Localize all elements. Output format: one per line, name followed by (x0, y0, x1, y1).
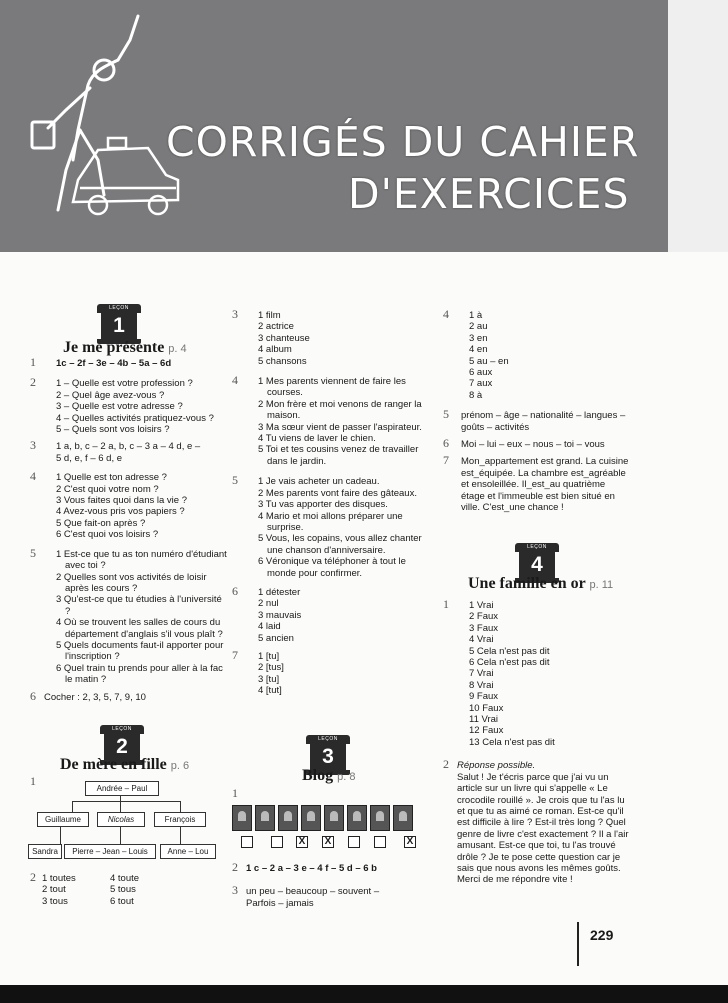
lesson-3-exercise-1-number: 1 (232, 786, 238, 800)
photo-thumbnail (347, 805, 367, 831)
page-number: 229 (590, 927, 614, 943)
exercise-4-item: 1 Quelle est ton adresse ? (56, 472, 167, 484)
lesson-3-exercises: 2 1 c – 2 a – 3 e – 4 f – 5 d – 6 b 3 un peu – beaucoup – souvent – Parfois – jamais (232, 860, 380, 909)
lesson-2-exercise-1-number: 1 (30, 774, 36, 788)
column-1: 1 1c – 2f – 3e – 4b – 5a – 6d 2 1 – Quelle est votre profession ? 2 – Quel âge avez-vous ? 3 – Quelle est votre adresse ? 4 – Quelles activités pratiquez-vous ? 5 – Quels sont vos loisirs ? 3 1 a, b, c – 2 a, b, c – 3 a – 4 d, e – 5 d, e, f – 6 d, e 4 1 Quelle est ton adresse ? 2 C'est quoi votre nom ? 3 Vous faites quoi dans la vie ? 4 Avez-vous pris vos papiers ? 5 Que fait-on après ? 6 C'est quoi vos loisirs ? 5 1 Est-ce que tu as ton numéro d'étudiant avec toi ? 2 Quelles sont vos activités de loisir après les cours ? 3 Qu'est-ce que tu étudies à l'université ? 4 Où se trouvent les salles de cours du département d'anglais s'il vous plaît ? 5 Quels documents faut-il apporter pour l'inscription ? 6 Quel train tu prends pour aller à la fac le matin ? 6 Cocher : 2, 3, 5, 7, 9, 10 (30, 358, 230, 703)
tree-pierre-jean-louis: Pierre – Jean – Louis (64, 844, 156, 859)
exercise-5-item: 2 Quelles sont vos activités de loisir après les cours ? (56, 571, 207, 594)
lesson-3-title: Blog p. 8 (302, 767, 356, 784)
column-3: 4 1 à 2 au 3 en 4 en 5 au – en 6 aux 7 aux 8 à 5 prénom – âge – nationalité – langues – goûts – activités 6 Moi – lui – eux – nous – toi – vous 7 Mon_appartement est grand. La cuisine est_équipée. La chambre est_agréable et ensoleillée. Il_est_au quatrième étage et l'immeuble est bien situé en ville. C'est_une chance ! (443, 307, 629, 514)
lesson-2-badge: LEÇON 2 (100, 725, 144, 765)
tree-anne-lou: Anne – Lou (160, 844, 216, 859)
exercise-2-item: 2 – Quel âge avez-vous ? (56, 389, 165, 401)
checkbox: X (296, 836, 308, 848)
exercise-4-item: 4 Avez-vous pris vos papiers ? (56, 506, 185, 518)
checkbox: X (404, 836, 416, 848)
exercise-3-line: 1 a, b, c – 2 a, b, c – 3 a – 4 d, e – (56, 441, 201, 453)
lesson-1-title: Je me présente p. 4 (63, 339, 187, 356)
exercise-4-item: 3 Vous faites quoi dans la vie ? (56, 495, 187, 507)
exercise-5-item: 3 Qu'est-ce que tu étudies à l'université ? (56, 594, 222, 617)
exercise-2-item: 4 – Quelles activités pratiquez-vous ? (56, 412, 214, 424)
exercise-1-answer: 1c – 2f – 3e – 4b – 5a – 6d (56, 358, 172, 369)
exercise-5-item: 6 Quel train tu prends pour aller à la fac le matin ? (56, 662, 223, 686)
exercise-4-item: 6 C'est quoi vos loisirs ? (56, 529, 159, 541)
tree-guillaume: Guillaume (37, 812, 89, 827)
photo-thumbnail (370, 805, 390, 831)
lesson-2-title: De mère en fille p. 6 (60, 756, 190, 773)
exercise-4-item: 2 C'est quoi votre nom ? (56, 483, 159, 495)
checkbox (271, 836, 283, 848)
page-title-line2: D'EXERCICES (348, 170, 630, 218)
exercise-6-answer: Cocher : 2, 3, 5, 7, 9, 10 (44, 691, 146, 703)
scan-edge (0, 985, 728, 1003)
exercise-2-item: 3 – Quelle est votre adresse ? (56, 401, 183, 413)
photo-thumbnail (324, 805, 344, 831)
lesson-3-badge: LEÇON 3 (306, 735, 350, 775)
exercise-5-item: 5 Quels documents faut-il apporter pour l'inscription ? (56, 639, 224, 663)
lesson-4-badge: LEÇON 4 (515, 543, 559, 583)
tree-francois: François (154, 812, 206, 827)
exercise-2-item: 5 – Quels sont vos loisirs ? (56, 424, 170, 436)
photo-thumbnail (301, 805, 321, 831)
checkbox (241, 836, 253, 848)
exercise-5-item: 4 Où se trouvent les salles de cours du département d'anglais s'il vous plaît ? (56, 617, 223, 640)
photo-thumbnail (232, 805, 252, 831)
column-2: 3 1 film 2 actrice 3 chanteuse 4 album 5 chansons 4 1 Mes parents viennent de faire les courses. 2 Mon frère et moi venons de ranger la maison. 3 Ma sœur vient de passer l'aspirateur. 4 Tu viens de laver le chien. 5 Toi et tes cousins venez de travailler dans le jardin. 5 1 Je vais acheter un cadeau. 2 Mes parents vont faire des gâteaux. 3 Tu vas apporter des disques. 4 Mario et moi allons préparer une surprise. 5 Vous, les copains, vous allez chanter une chanson d'anniversaire. 6 Véronique va téléphoner à tout le monde pour confirmer. 6 1 détester 2 nul 3 mauvais 4 laid 5 ancien 7 1 [tu] 2 [tus] 3 [tu] 4 [tut] (232, 307, 422, 697)
banner-edge (668, 0, 728, 252)
checkbox (348, 836, 360, 848)
page-number-rule (577, 922, 579, 966)
exercise-2-item: 1 – Quelle est votre profession ? (56, 378, 193, 390)
lesson-4-exercises: 1 1 Vrai 2 Faux 3 Faux 4 Vrai 5 Cela n'est pas dit 6 Cela n'est pas dit 7 Vrai 8 Vrai 9 Faux 10 Faux 11 Vrai 12 Faux 13 Cela n'est pas dit 2 Réponse possible. Salut ! Je t'écris parce que j'ai vu un article sur un livre qui s'appelle « Le crocodile rouillé ». Je crois que tu l'as lu et que tu as aimé ce roman. Est-ce qu'il est difficile à lire ? Est-il très long ? Quel genre de livre c'est exactement ? Il a l'air amusant. Est-ce que toi, tu l'as trouvé drôle ? Je te pose cette question car je sais que nous avons les mêmes goûts. Merci de me répondre vite ! (443, 597, 629, 886)
exercise-4-item: 5 Que fait-on après ? (56, 517, 146, 529)
page-title-line1: CORRIGÉS DU CAHIER (166, 118, 640, 166)
tree-grandparents: Andrée – Paul (85, 781, 159, 796)
response-text: Salut ! Je t'écris parce que j'ai vu un article sur un livre qui s'appelle « Le crocodile rouillé ». Je crois que tu l'as lu et que tu as aimé ce roman. Est-ce qu'il est difficile à lire ? Est-il très long ? Quel genre de livre c'est exactement ? Il a l'air amusant. Est-ce que toi, tu l'as trouvé drôle ? Je te pose cette question car je sais que nous avons les mêmes goûts. Merci de me répondre vite ! (457, 771, 629, 886)
exercise-5-item: 1 Est-ce que tu as ton numéro d'étudiant avec toi ? (56, 548, 227, 572)
response-label: Réponse possible. (457, 760, 536, 772)
photo-thumbnail (278, 805, 298, 831)
exercise-3-line: 5 d, e, f – 6 d, e (56, 452, 123, 464)
tree-sandra: Sandra (28, 844, 62, 859)
checkbox: X (322, 836, 334, 848)
lesson-1-badge: LEÇON 1 (97, 304, 141, 344)
tree-nicolas: Nicolas (97, 812, 145, 827)
photo-thumbnail (255, 805, 275, 831)
lesson-4-title: Une famille en or p. 11 (468, 575, 614, 592)
checkbox (374, 836, 386, 848)
photo-thumbnail (393, 805, 413, 831)
